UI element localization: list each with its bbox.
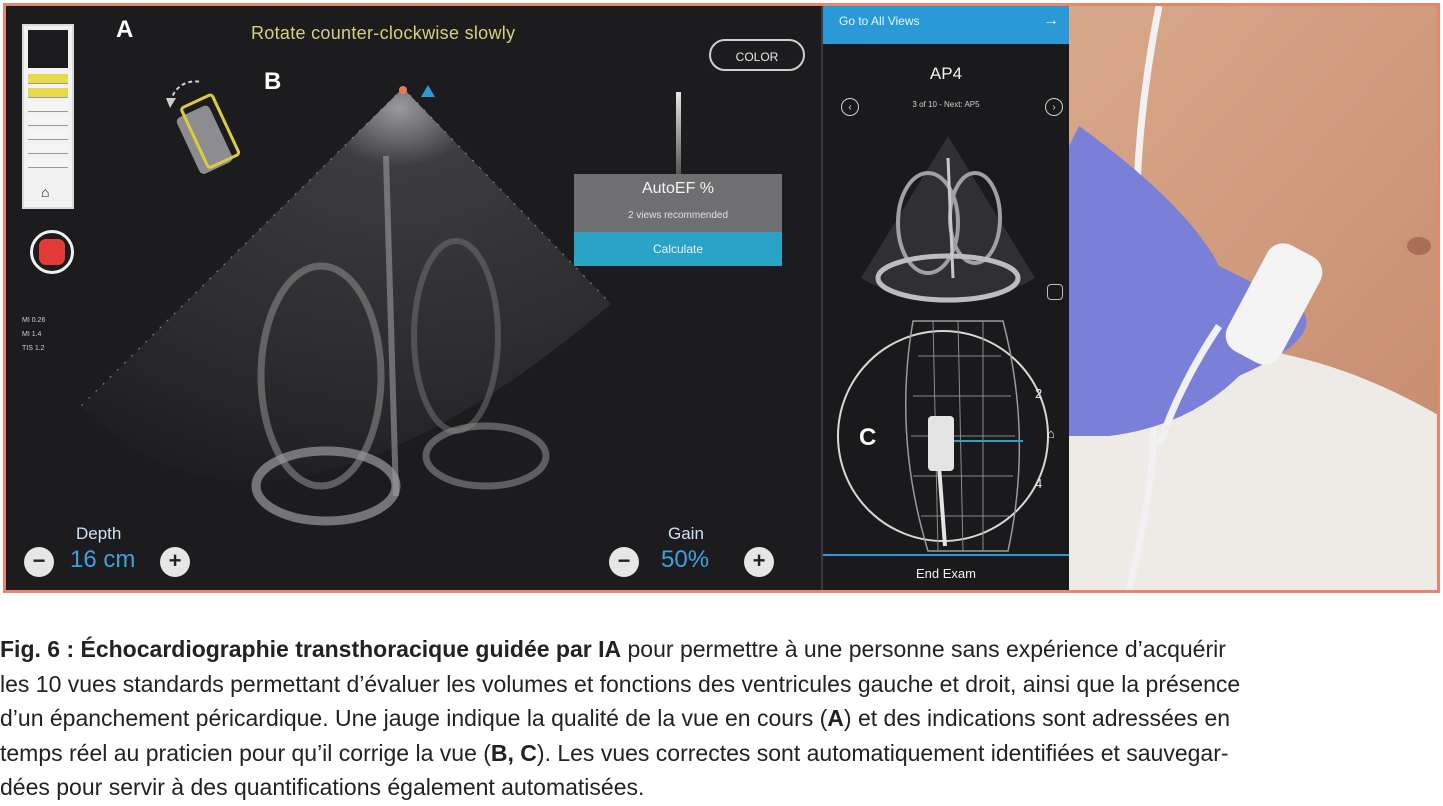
gauge-empty-area <box>28 30 68 68</box>
figure-frame <box>3 3 1440 593</box>
reference-view-image <box>853 128 1043 310</box>
home-icon: ⌂ <box>1047 426 1055 441</box>
record-icon <box>39 239 65 265</box>
autoef-subtitle: 2 views recommended <box>627 210 729 221</box>
color-button[interactable]: COLOR <box>709 39 805 71</box>
gain-increase-button[interactable]: + <box>744 547 774 577</box>
arrow-right-icon: → <box>1043 12 1059 29</box>
acoustic-info <box>22 314 45 356</box>
expand-icon[interactable] <box>1047 284 1063 300</box>
scan-indicator <box>676 92 681 174</box>
depth-label: Depth <box>76 524 122 543</box>
views-panel <box>823 6 1069 590</box>
probe-on-chest-illustration <box>1069 6 1440 590</box>
guide-number: 2 <box>1035 386 1043 401</box>
patient-photo <box>1069 6 1440 590</box>
gain-value: 50% <box>661 546 710 573</box>
gauge-segment <box>28 116 68 126</box>
home-icon: ⌂ <box>41 184 50 200</box>
depth-value: 16 cm <box>70 546 136 573</box>
gain-decrease-button[interactable]: − <box>609 547 639 577</box>
caption-line: dées pour servir à des quantifications également automatisées. <box>0 774 645 800</box>
info-line: MI 1.4 <box>22 331 42 338</box>
gain-label: Gain <box>668 524 704 543</box>
calculate-button[interactable]: Calculate <box>574 232 782 266</box>
caption-text: d’un épanchement péricardique. Une jauge indique la qualité de la vue en cours ( <box>0 705 828 731</box>
panel-letter-a: A <box>116 16 134 43</box>
next-view-button[interactable]: › <box>1045 98 1063 116</box>
previous-view-button[interactable]: ‹ <box>841 98 859 116</box>
caption-ref: B, C <box>490 739 537 766</box>
view-progress: 3 of 10 - Next: AP5 <box>912 100 980 109</box>
autoef-title: AutoEF % <box>641 180 715 197</box>
info-line: MI 0.26 <box>22 317 46 324</box>
figure-caption <box>0 632 1443 805</box>
guidance-instruction: Rotate counter-clockwise slowly <box>251 23 516 43</box>
caption-text: temps réel au praticien pour qu’il corrige la vue ( <box>0 739 491 766</box>
caption-text: pour permettre à une personne sans expérience d’acquérir <box>621 636 1226 662</box>
gauge-segment <box>28 130 68 140</box>
ultrasound-screen <box>6 6 821 590</box>
caption-ref: A <box>827 705 844 731</box>
caption-text: ). Les vues correctes sont automatiquement identifiées et sauvegar- <box>536 739 1229 766</box>
gauge-segment <box>28 144 68 154</box>
caption-line <box>0 736 1443 771</box>
gauge-segment <box>28 102 68 112</box>
footer-separator <box>823 554 1069 556</box>
view-title: AP4 <box>929 64 963 83</box>
go-to-all-views-button[interactable] <box>823 6 1069 44</box>
autoef-dialog <box>574 174 782 266</box>
caption-line <box>0 701 1443 736</box>
panel-letter-c: C <box>859 424 877 451</box>
gauge-segment <box>28 88 68 98</box>
caption-line <box>0 632 1443 667</box>
panel-letter-b: B <box>264 68 282 95</box>
caption-line: les 10 vues standards permettant d’évaluer les volumes et fonctions des ventricules gauche et droit, ainsi que la présence <box>0 670 1241 697</box>
go-to-all-views-label: Go to All Views <box>839 14 920 28</box>
orientation-marker-icon <box>420 84 436 100</box>
end-exam-button[interactable]: End Exam <box>916 566 976 581</box>
depth-decrease-button[interactable]: − <box>24 547 54 577</box>
caption-title: Fig. 6 : Échocardiographie transthoracique guidée par IA <box>0 636 622 662</box>
depth-increase-button[interactable]: + <box>160 547 190 577</box>
info-line: TIS 1.2 <box>22 345 45 352</box>
gauge-segment <box>28 158 68 168</box>
gauge-segment <box>28 74 68 84</box>
caption-text: ) et des indications sont adressées en <box>843 705 1231 731</box>
guide-number: 4 <box>1035 476 1043 491</box>
echocardiogram-image <box>66 76 626 546</box>
